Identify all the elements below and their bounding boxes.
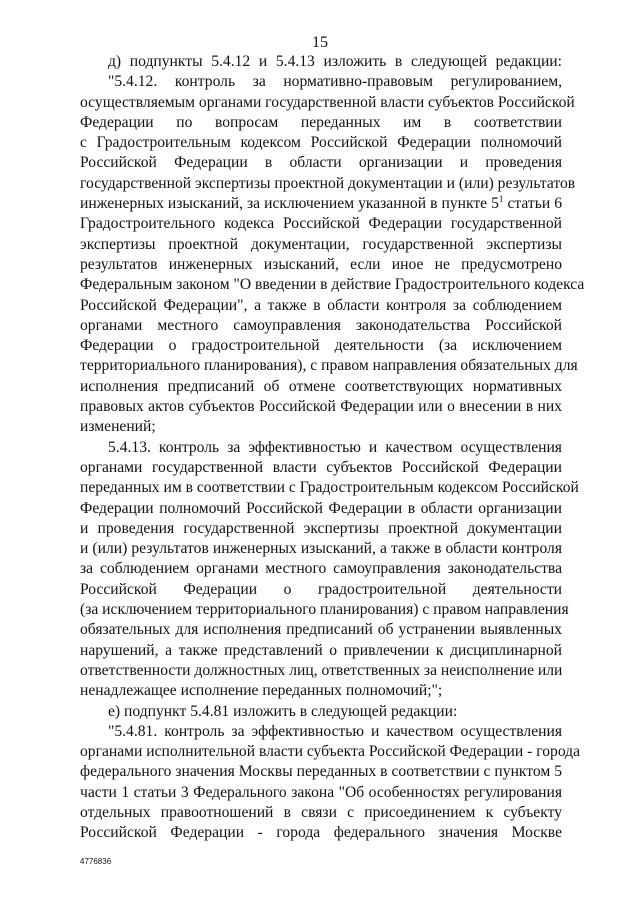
text-line: экспертизы проектной документации, государственной экспертизы xyxy=(80,235,562,253)
text-line: ненадлежащее исполнение переданных полномочий;"; xyxy=(80,682,443,700)
text-line: изменений; xyxy=(80,418,156,436)
text-line: Российской Федерации о градостроительной деятельности xyxy=(80,580,562,598)
text-line: нарушений, а также представлений о привлечении к дисциплинарной xyxy=(80,641,562,659)
superscript: 1 xyxy=(498,193,504,204)
text-line: органами местного самоуправления законодательства Российской xyxy=(80,316,562,334)
text-line: обязательных для исполнения предписаний об устранении выявленных xyxy=(80,621,562,639)
text-line: и проведения государственной экспертизы проектной документации xyxy=(80,519,562,537)
text-line: органами исполнительной власти субъекта Российской Федерации - города xyxy=(80,743,581,761)
text-line: территориального планирования), с правом направления обязательных для xyxy=(80,357,578,375)
text-line: с Градостроительным кодексом Российской Федерации полномочий xyxy=(80,134,562,152)
text-line: Федеральным законом "О введении в действие Градостроительного кодекса xyxy=(80,276,585,294)
text-line: федерального значения Москвы переданных в соответствии с пунктом 5 xyxy=(80,763,562,781)
page-number: 15 xyxy=(312,34,328,51)
text-line: 5.4.13. контроль за эффективностью и качеством осуществления xyxy=(108,438,562,456)
text-line: исполнения предписаний об отмене соответствующих нормативных xyxy=(80,377,562,395)
text-line: е) подпункт 5.4.81 изложить в следующей редакции: xyxy=(108,702,458,720)
text-line: переданных им в соответствии с Градостроительным кодексом Российской xyxy=(80,479,579,497)
text-line: (за исключением территориального планирования) с правом направления xyxy=(80,601,569,619)
text-line: правовых актов субъектов Российской Федерации или о внесении в них xyxy=(80,398,562,416)
text-line: Российской Федерации - города федерального значения Москве xyxy=(80,824,562,842)
text-line: Федерации полномочий Российской Федерации в области организации xyxy=(80,499,562,517)
document-body xyxy=(80,52,585,844)
document-code: 4776836 xyxy=(80,857,112,866)
text-segment: статьи 6 xyxy=(503,195,562,213)
text-line: Федерации о градостроительной деятельности (за исключением xyxy=(80,337,562,355)
text-line: за соблюдением органами местного самоуправления законодательства xyxy=(80,560,562,578)
text-line: государственной экспертизы проектной документации и (или) результатов xyxy=(80,174,576,192)
text-line: Российской Федерации в области организации и проведения xyxy=(80,154,562,172)
text-line: Градостроительного кодекса Российской Федерации государственной xyxy=(80,215,562,233)
text-segment: инженерных изысканий, за исключением указанной в пункте 5 xyxy=(80,195,499,213)
text-line: д) подпункты 5.4.12 и 5.4.13 изложить в следующей редакции: xyxy=(108,53,562,70)
text-line: органами государственной власти субъектов Российской Федерации xyxy=(80,458,562,476)
text-line: части 1 статьи 3 Федерального закона "Об особенностях регулирования xyxy=(80,783,562,801)
text-line: результатов инженерных изысканий, если иное не предусмотрено xyxy=(80,255,562,273)
text-line: отдельных правоотношений в связи с присоединением к субъекту xyxy=(80,803,562,821)
text-line: "5.4.81. контроль за эффективностью и качеством осуществления xyxy=(108,722,562,740)
text-line-with-superscript xyxy=(80,194,562,214)
text-line: Российской Федерации", а также в области контроля за соблюдением xyxy=(80,296,562,314)
text-line: "5.4.12. контроль за нормативно-правовым регулированием, xyxy=(108,73,562,91)
text-line: и (или) результатов инженерных изысканий, а также в области контроля xyxy=(80,540,562,558)
text-line: осуществляемым органами государственной власти субъектов Российской xyxy=(80,93,575,111)
text-line: ответственности должностных лиц, ответственных за неисполнение или xyxy=(80,661,563,679)
text-line: Федерации по вопросам переданных им в соответствии xyxy=(80,113,562,131)
